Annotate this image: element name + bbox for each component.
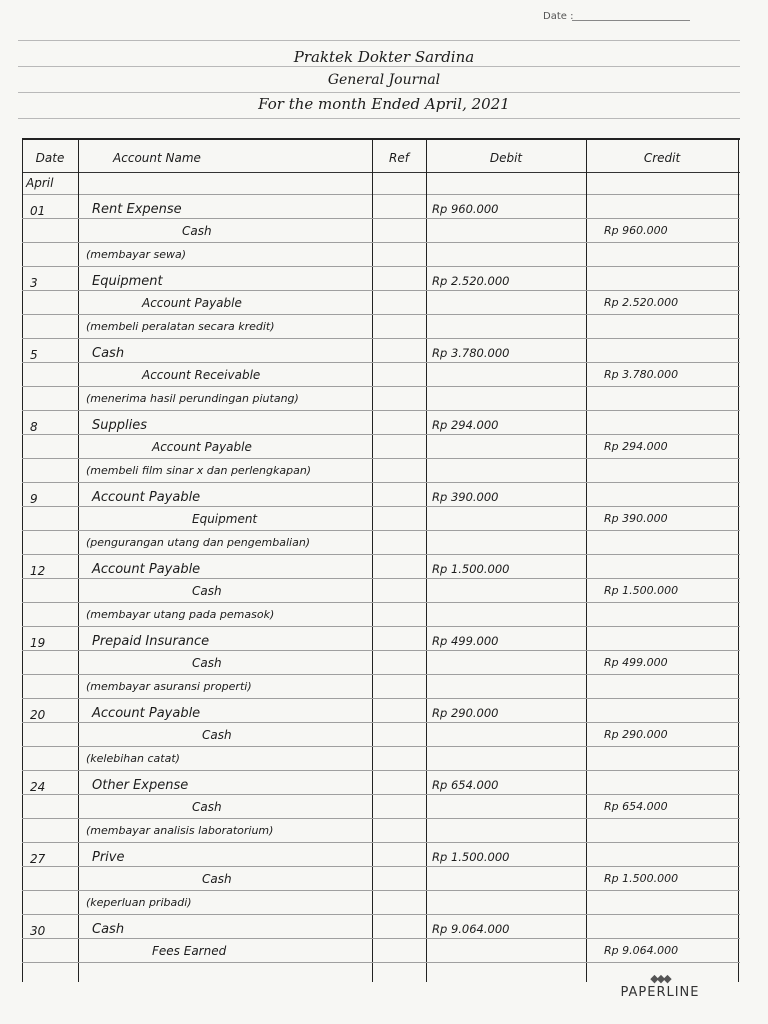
debit-account: Other Expense <box>92 778 189 793</box>
entry-date: 12 <box>30 564 46 578</box>
credit-account: Account Payable <box>152 440 252 454</box>
paperline-logo-icon: ◆◆◆ <box>650 972 670 985</box>
ruled-line <box>18 92 740 93</box>
debit-account: Account Payable <box>92 562 201 577</box>
entry-description: (membayar analisis laboratorium) <box>86 824 274 837</box>
credit-account: Cash <box>202 872 232 886</box>
journal-entries <box>22 140 740 982</box>
journal-entry <box>22 630 740 702</box>
journal-entry <box>22 342 740 414</box>
entry-description: (keperluan pribadi) <box>86 896 192 909</box>
debit-amount: Rp 2.520.000 <box>432 274 510 288</box>
debit-amount: Rp 390.000 <box>432 490 499 504</box>
journal-entry <box>22 414 740 486</box>
journal-entry <box>22 270 740 342</box>
entry-date: 20 <box>30 708 46 722</box>
credit-account: Equipment <box>192 512 258 526</box>
journal-entry <box>22 558 740 630</box>
entry-date: 19 <box>30 636 46 650</box>
credit-amount: Rp 960.000 <box>604 224 668 237</box>
entry-description: (pengurangan utang dan pengembalian) <box>86 536 311 549</box>
entry-date: 9 <box>30 492 38 506</box>
journal-entry <box>22 702 740 774</box>
entry-description: (membayar asuransi properti) <box>86 680 252 693</box>
entry-date: 24 <box>30 780 46 794</box>
journal-entry <box>22 198 740 270</box>
entry-description: (menerima hasil perundingan piutang) <box>86 392 299 405</box>
ruled-line <box>18 66 740 67</box>
credit-amount: Rp 3.780.000 <box>604 368 679 381</box>
entry-date: 8 <box>30 420 38 434</box>
entry-date: 01 <box>30 204 46 218</box>
journal-entry <box>22 774 740 846</box>
debit-amount: Rp 654.000 <box>432 778 499 792</box>
debit-account: Prive <box>92 850 125 865</box>
credit-amount: Rp 654.000 <box>604 800 668 813</box>
date-label: Date : <box>543 11 574 22</box>
credit-amount: Rp 390.000 <box>604 512 668 525</box>
column-header-date: Date <box>35 151 65 165</box>
credit-account: Account Payable <box>142 296 242 310</box>
credit-amount: Rp 1.500.000 <box>604 584 679 597</box>
credit-amount: Rp 2.520.000 <box>604 296 679 309</box>
debit-account: Prepaid Insurance <box>92 634 210 649</box>
entry-date: 5 <box>30 348 38 362</box>
entry-description: (membayar utang pada pemasok) <box>86 608 275 621</box>
entry-description: (membeli film sinar x dan perlengkapan) <box>86 464 312 477</box>
debit-account: Supplies <box>92 418 147 433</box>
credit-amount: Rp 1.500.000 <box>604 872 679 885</box>
journal-entry <box>22 846 740 918</box>
credit-account: Account Receivable <box>142 368 261 382</box>
journal-title: General Journal <box>327 72 441 88</box>
debit-amount: Rp 960.000 <box>432 202 499 216</box>
credit-account: Fees Earned <box>152 944 227 958</box>
month-label: April <box>26 176 54 190</box>
entry-date: 30 <box>30 924 46 938</box>
debit-amount: Rp 499.000 <box>432 634 499 648</box>
debit-amount: Rp 294.000 <box>432 418 499 432</box>
credit-account: Cash <box>192 584 222 598</box>
journal-entry <box>22 486 740 558</box>
company-name: Praktek Dokter Sardina <box>293 48 475 66</box>
column-header-debit: Debit <box>489 151 523 165</box>
debit-account: Rent Expense <box>92 202 182 217</box>
debit-account: Account Payable <box>92 490 201 505</box>
credit-amount: Rp 9.064.000 <box>604 944 679 957</box>
brand-logo <box>600 972 720 1000</box>
credit-amount: Rp 290.000 <box>604 728 668 741</box>
entry-date: 3 <box>30 276 38 290</box>
debit-amount: Rp 290.000 <box>432 706 499 720</box>
journal-table <box>22 138 740 982</box>
credit-account: Cash <box>182 224 212 238</box>
debit-account: Account Payable <box>92 706 201 721</box>
debit-amount: Rp 3.780.000 <box>432 346 510 360</box>
credit-amount: Rp 294.000 <box>604 440 668 453</box>
entry-description: (kelebihan catat) <box>86 752 180 765</box>
ruled-line <box>18 118 740 119</box>
column-header-account: Account Name <box>113 151 201 165</box>
credit-account: Cash <box>192 656 222 670</box>
period-title: For the month Ended April, 2021 <box>258 95 510 113</box>
brand-name: PAPERLINE <box>620 985 700 1000</box>
entry-description: (membeli peralatan secara kredit) <box>86 320 275 333</box>
debit-amount: Rp 1.500.000 <box>432 850 510 864</box>
debit-amount: Rp 1.500.000 <box>432 562 510 576</box>
debit-account: Cash <box>92 346 125 361</box>
credit-account: Cash <box>192 800 222 814</box>
debit-amount: Rp 9.064.000 <box>432 922 510 936</box>
date-line <box>572 20 690 21</box>
column-header-ref: Ref <box>389 151 409 165</box>
ruled-line <box>18 40 740 41</box>
entry-description: (membayar sewa) <box>86 248 187 261</box>
debit-account: Cash <box>92 922 125 937</box>
entry-date: 27 <box>30 852 46 866</box>
credit-amount: Rp 499.000 <box>604 656 668 669</box>
credit-account: Cash <box>202 728 232 742</box>
debit-account: Equipment <box>92 274 163 289</box>
column-header-credit: Credit <box>643 151 681 165</box>
